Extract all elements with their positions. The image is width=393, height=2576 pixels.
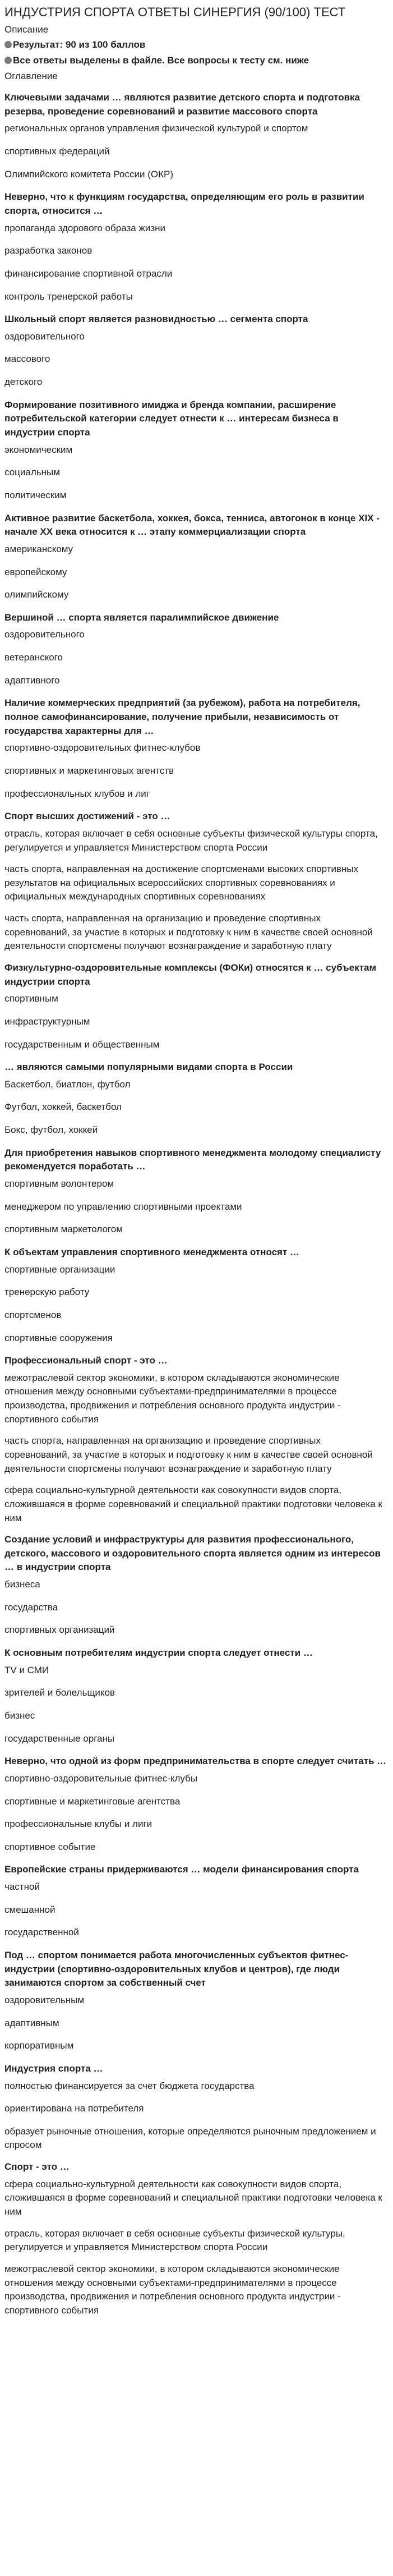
answer-option: американскому [4, 543, 73, 554]
question-text: К основным потребителям индустрии спорта следует отнести … [4, 1647, 313, 1659]
question-list [4, 91, 387, 2317]
question-text: Под … спортом понимается работа многочисленных субъектов фитнес-индустрии (спортивно-оздоровительных клубов и центров), где люди занимаются спортом за собственный счет [4, 1950, 349, 1989]
answer-option: государства [4, 1601, 58, 1613]
bullet-icon [4, 41, 12, 48]
question-text: Вершиной … спорта является паралимпийское движение [4, 612, 279, 623]
question-text: Неверно, что к функциям государства, определяющим его роль в развитии спорта, относится … [4, 191, 364, 216]
result-text: Результат: 90 из 100 баллов [13, 39, 146, 50]
toc-label: Оглавление [4, 70, 58, 81]
question-text: Спорт - это … [4, 2161, 70, 2173]
answer-option: сфера социально-культурной деятельности как совокупности видов спорта, сложившаяся в форме соревнований и специальной практики подготовки человека к ним [4, 1485, 382, 1523]
note-line [4, 54, 387, 68]
question-text: Формирование позитивного имиджа и бренда компании, расширение потребительской категории следует отнести к … интересам бизнеса в индустрии спорта [4, 399, 339, 438]
question-text: Школьный спорт является разновидностью … сегмента спорта [4, 314, 308, 325]
answer-option: спортивным маркетологом [4, 1224, 123, 1235]
answer-option: социальным [4, 467, 60, 478]
answer-option: Баскетбол, биатлон, футбол [4, 1078, 131, 1090]
question-text: Неверно, что одной из форм предпринимательства в спорте следует считать … [4, 1756, 387, 1767]
question-text: Европейские страны придерживаются … модели финансирования спорта [4, 1864, 359, 1875]
question-text: … являются самыми популярными видами спорта в России [4, 1062, 293, 1073]
answer-option: политическим [4, 489, 67, 500]
description-label: Описание [4, 24, 49, 35]
answer-option: менеджером по управлению спортивными проектами [4, 1201, 242, 1212]
answer-option: оздоровительного [4, 629, 85, 640]
answer-option: пропаганда здорового образа жизни [4, 222, 165, 233]
answer-option: Бокс, футбол, хоккей [4, 1124, 98, 1136]
question-text: Физкультурно-оздоровительные комплексы (ФОКи) относятся к … субъектам индустрии спорта [4, 962, 377, 987]
answer-option: адаптивного [4, 674, 60, 686]
answer-option: полностью финансируется за счет бюджета государства [4, 2080, 255, 2091]
note-text: Все ответы выделены в файле. Все вопросы к тесту см. ниже [13, 54, 309, 66]
question-text: Спорт высших достижений - это … [4, 811, 170, 822]
answer-option: разработка законов [4, 245, 93, 256]
question-text: Индустрия спорта … [4, 2063, 103, 2074]
answer-option: спортивные сооружения [4, 1332, 113, 1343]
answer-option: спортивным волонтером [4, 1178, 114, 1190]
answer-option: инфраструктурным [4, 1016, 90, 1027]
answer-option: бизнеса [4, 1579, 40, 1590]
answer-option: сфера социально-культурной деятельности как совокупности видов спорта, сложившаяся в форме соревнований и специальной практики подготовки человека к ним [4, 2178, 382, 2217]
question-text: Профессиональный спорт - это … [4, 1355, 168, 1366]
answer-option: отрасль, которая включает в себя основные субъекты физической культуры спорта, регулируется и управляется Министерством спорта России [4, 828, 378, 853]
answer-option: TV и СМИ [4, 1664, 49, 1675]
answer-option: межотраслевой сектор экономики, в котором складываются экономические отношения между основными субъектами-предпринимателями в процессе производства, продвижения и потребления основного продукта индустрии - спортивного события [4, 1372, 341, 1425]
answer-option: олимпийскому [4, 589, 69, 600]
answer-option: спортивным [4, 993, 58, 1004]
answer-option: спортивных федераций [4, 146, 110, 157]
answer-option: часть спорта, направленная на организацию и проведение спортивных соревнований, за участие в которых и подготовку к ним в качестве своей основной деятельности спортсмены получают вознаграждение и заработную плату [4, 1435, 373, 1474]
answer-option: спортивных организаций [4, 1624, 115, 1636]
answer-option: спортсменов [4, 1309, 62, 1320]
answer-option: профессиональных клубов и лиг [4, 788, 150, 799]
answer-option: европейскому [4, 566, 67, 577]
answer-option: региональных органов управления физической культурой и спортом [4, 123, 308, 134]
page-title: ИНДУСТРИЯ СПОРТА ОТВЕТЫ СИНЕРГИЯ (90/100) ТЕСТ [4, 5, 346, 19]
answer-option: отрасль, которая включает в себя основные субъекты физической культуры, регулируется и управляется Министерством спорта России [4, 2228, 345, 2253]
question-text: Создание условий и инфраструктуры для развития профессионального, детского, массового и оздоровительного спорта является одним из интересов … в индустрии спорта [4, 1534, 381, 1573]
answer-option: массового [4, 353, 50, 365]
question-text: Наличие коммерческих предприятий (за рубежом), работа на потребителя, полное самофинансирование, получение прибыли, независимость от государства характерны для … [4, 697, 360, 736]
answer-option: корпоративным [4, 2040, 74, 2051]
question-text: Ключевыми задачами … являются развитие детского спорта и подготовка резерва, проведение соревнований и развитие массового спорта [4, 92, 360, 117]
answer-option: бизнес [4, 1710, 35, 1721]
answer-option: смешанной [4, 1904, 56, 1915]
answer-option: государственным и общественным [4, 1039, 160, 1050]
question-text: К объектам управления спортивного менеджмента относят … [4, 1246, 300, 1257]
answer-option: контроль тренерской работы [4, 291, 133, 302]
answer-option: профессиональные клубы и лиги [4, 1819, 152, 1830]
answer-option: ориентирована на потребителя [4, 2103, 144, 2114]
answer-option: экономическим [4, 444, 73, 455]
answer-option: спортивных и маркетинговых агентств [4, 765, 174, 776]
answer-option: оздоровительным [4, 1994, 85, 2005]
answer-option: спортивно-оздоровительных фитнес-клубов [4, 742, 201, 754]
question-text: Для приобретения навыков спортивного менеджмента молодому специалисту рекомендуется поработать … [4, 1147, 381, 1172]
answer-option: спортивные и маркетинговые агентства [4, 1796, 181, 1807]
answer-option: спортивное событие [4, 1841, 96, 1852]
answer-option: ветеранского [4, 652, 63, 663]
question-text: Активное развитие баскетбола, хоккея, бокса, тенниса, автогонок в конце XIX - начале XX века относится к … этапу коммерциализации спорта [4, 512, 380, 538]
answer-option: Олимпийского комитета России (ОКР) [4, 168, 173, 180]
answer-option: часть спорта, направленная на организацию и проведение спортивных соревнований, за участие в которых и подготовку к ним в качестве своей основной деятельности спортсмены получают вознаграждение и заработную плату [4, 913, 373, 952]
answer-option: частной [4, 1881, 40, 1893]
answer-option: межотраслевой сектор экономики, в котором складываются экономические отношения между основными субъектами-предпринимателями в процессе производства, продвижения и потребления основного продукта индустрии - спортивного события [4, 2263, 341, 2316]
answer-option: государственной [4, 1927, 79, 1938]
answer-option: государственные органы [4, 1733, 115, 1744]
answer-option: оздоровительного [4, 330, 85, 342]
answer-option: зрителей и болельщиков [4, 1687, 115, 1698]
answer-option: часть спорта, направленная на достижение спортсменами высоких спортивных результатов на официальных всероссийских спортивных соревнованиях и официальных международных спортивных соревнованиях [4, 864, 359, 902]
answer-option: финансирование спортивной отрасли [4, 268, 173, 279]
answer-option: образует рыночные отношения, которые определяются рыночным предложением и спросом [4, 2125, 376, 2151]
result-line [4, 38, 387, 52]
answer-option: адаптивным [4, 2017, 59, 2028]
bullet-icon [4, 57, 12, 64]
answer-option: Футбол, хоккей, баскетбол [4, 1101, 122, 1113]
answer-option: спортивно-оздоровительные фитнес-клубы [4, 1773, 198, 1784]
answer-option: детского [4, 376, 43, 388]
answer-option: тренерскую работу [4, 1287, 90, 1298]
answer-option: спортивные организации [4, 1264, 115, 1275]
